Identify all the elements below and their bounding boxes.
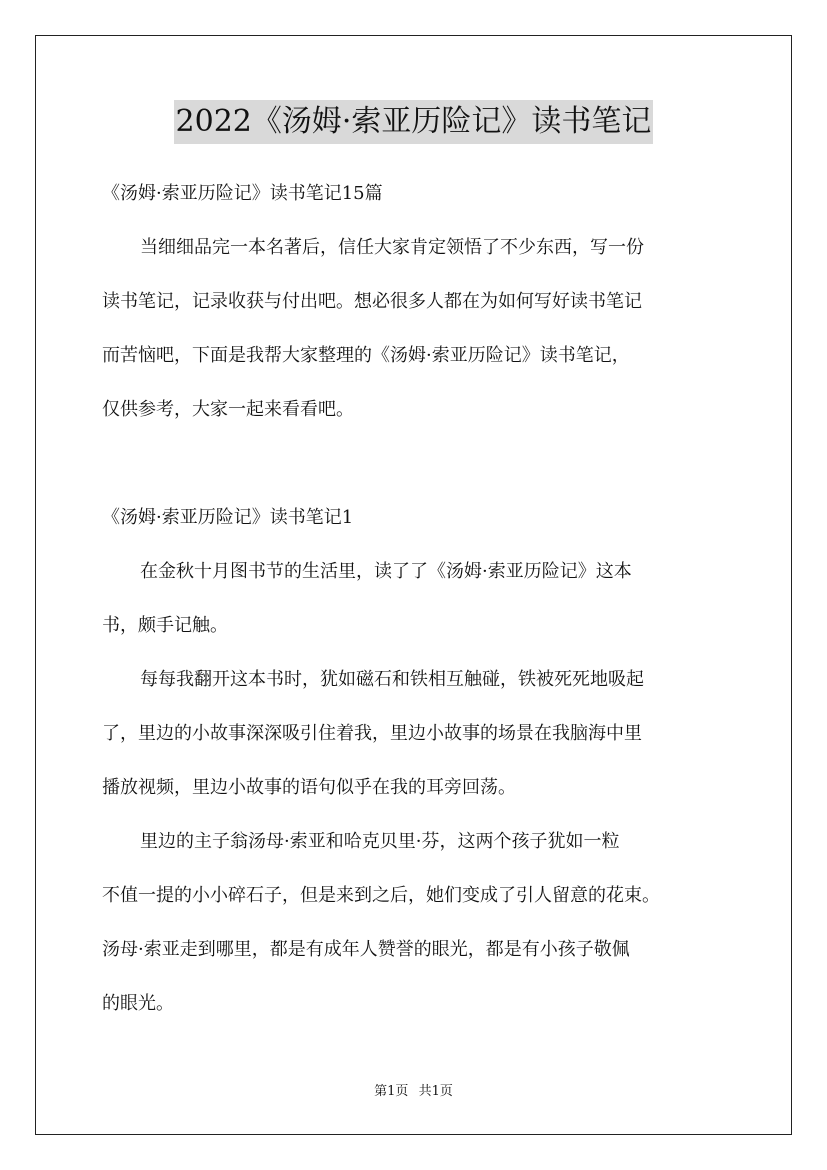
paragraph-line: 每每我翻开这本书时，犹如磁石和铁相互触碰，铁被死死地吸起 [140, 669, 644, 690]
intro-line: 读书笔记，记录收获与付出吧。想必很多人都在为如何写好读书笔记 [102, 291, 642, 312]
intro-line: 仅供参考，大家一起来看看吧。 [102, 399, 354, 420]
paragraph-line: 里边的主子翁汤母·索亚和哈克贝里·芬，这两个孩子犹如一粒 [140, 831, 620, 852]
paragraph-line: 了，里边的小故事深深吸引住着我，里边小故事的场景在我脑海中里 [102, 723, 642, 744]
paragraph-line: 播放视频，里边小故事的语句似乎在我的耳旁回荡。 [102, 777, 516, 798]
title-container [0, 100, 827, 144]
intro-line: 而苦恼吧，下面是我帮大家整理的《汤姆·索亚历险记》读书笔记， [102, 345, 630, 366]
paragraph-line: 书，颇手记触。 [102, 615, 228, 636]
paragraph-line: 的眼光。 [102, 993, 174, 1014]
page-number: 第1页 [374, 1084, 409, 1099]
paragraph-line: 不值一提的小小碎石子，但是来到之后，她们变成了引人留意的花束。 [102, 885, 660, 906]
intro-line: 当细细品完一本名著后，信任大家肯定领悟了不少东西，写一份 [140, 237, 644, 258]
document-subtitle: 《汤姆·索亚历险记》读书笔记15篇 [102, 183, 383, 204]
paragraph-line: 汤母·索亚走到哪里，都是有成年人赞誉的眼光，都是有小孩子敬佩 [102, 939, 630, 960]
section-heading: 《汤姆·索亚历险记》读书笔记1 [102, 507, 354, 528]
paragraph-line: 在金秋十月图书节的生活里，读了了《汤姆·索亚历险记》这本 [140, 561, 632, 582]
page-footer [0, 1084, 827, 1100]
document-title: 2022《汤姆·索亚历险记》读书笔记 [174, 100, 654, 144]
page-total: 共1页 [418, 1084, 453, 1099]
